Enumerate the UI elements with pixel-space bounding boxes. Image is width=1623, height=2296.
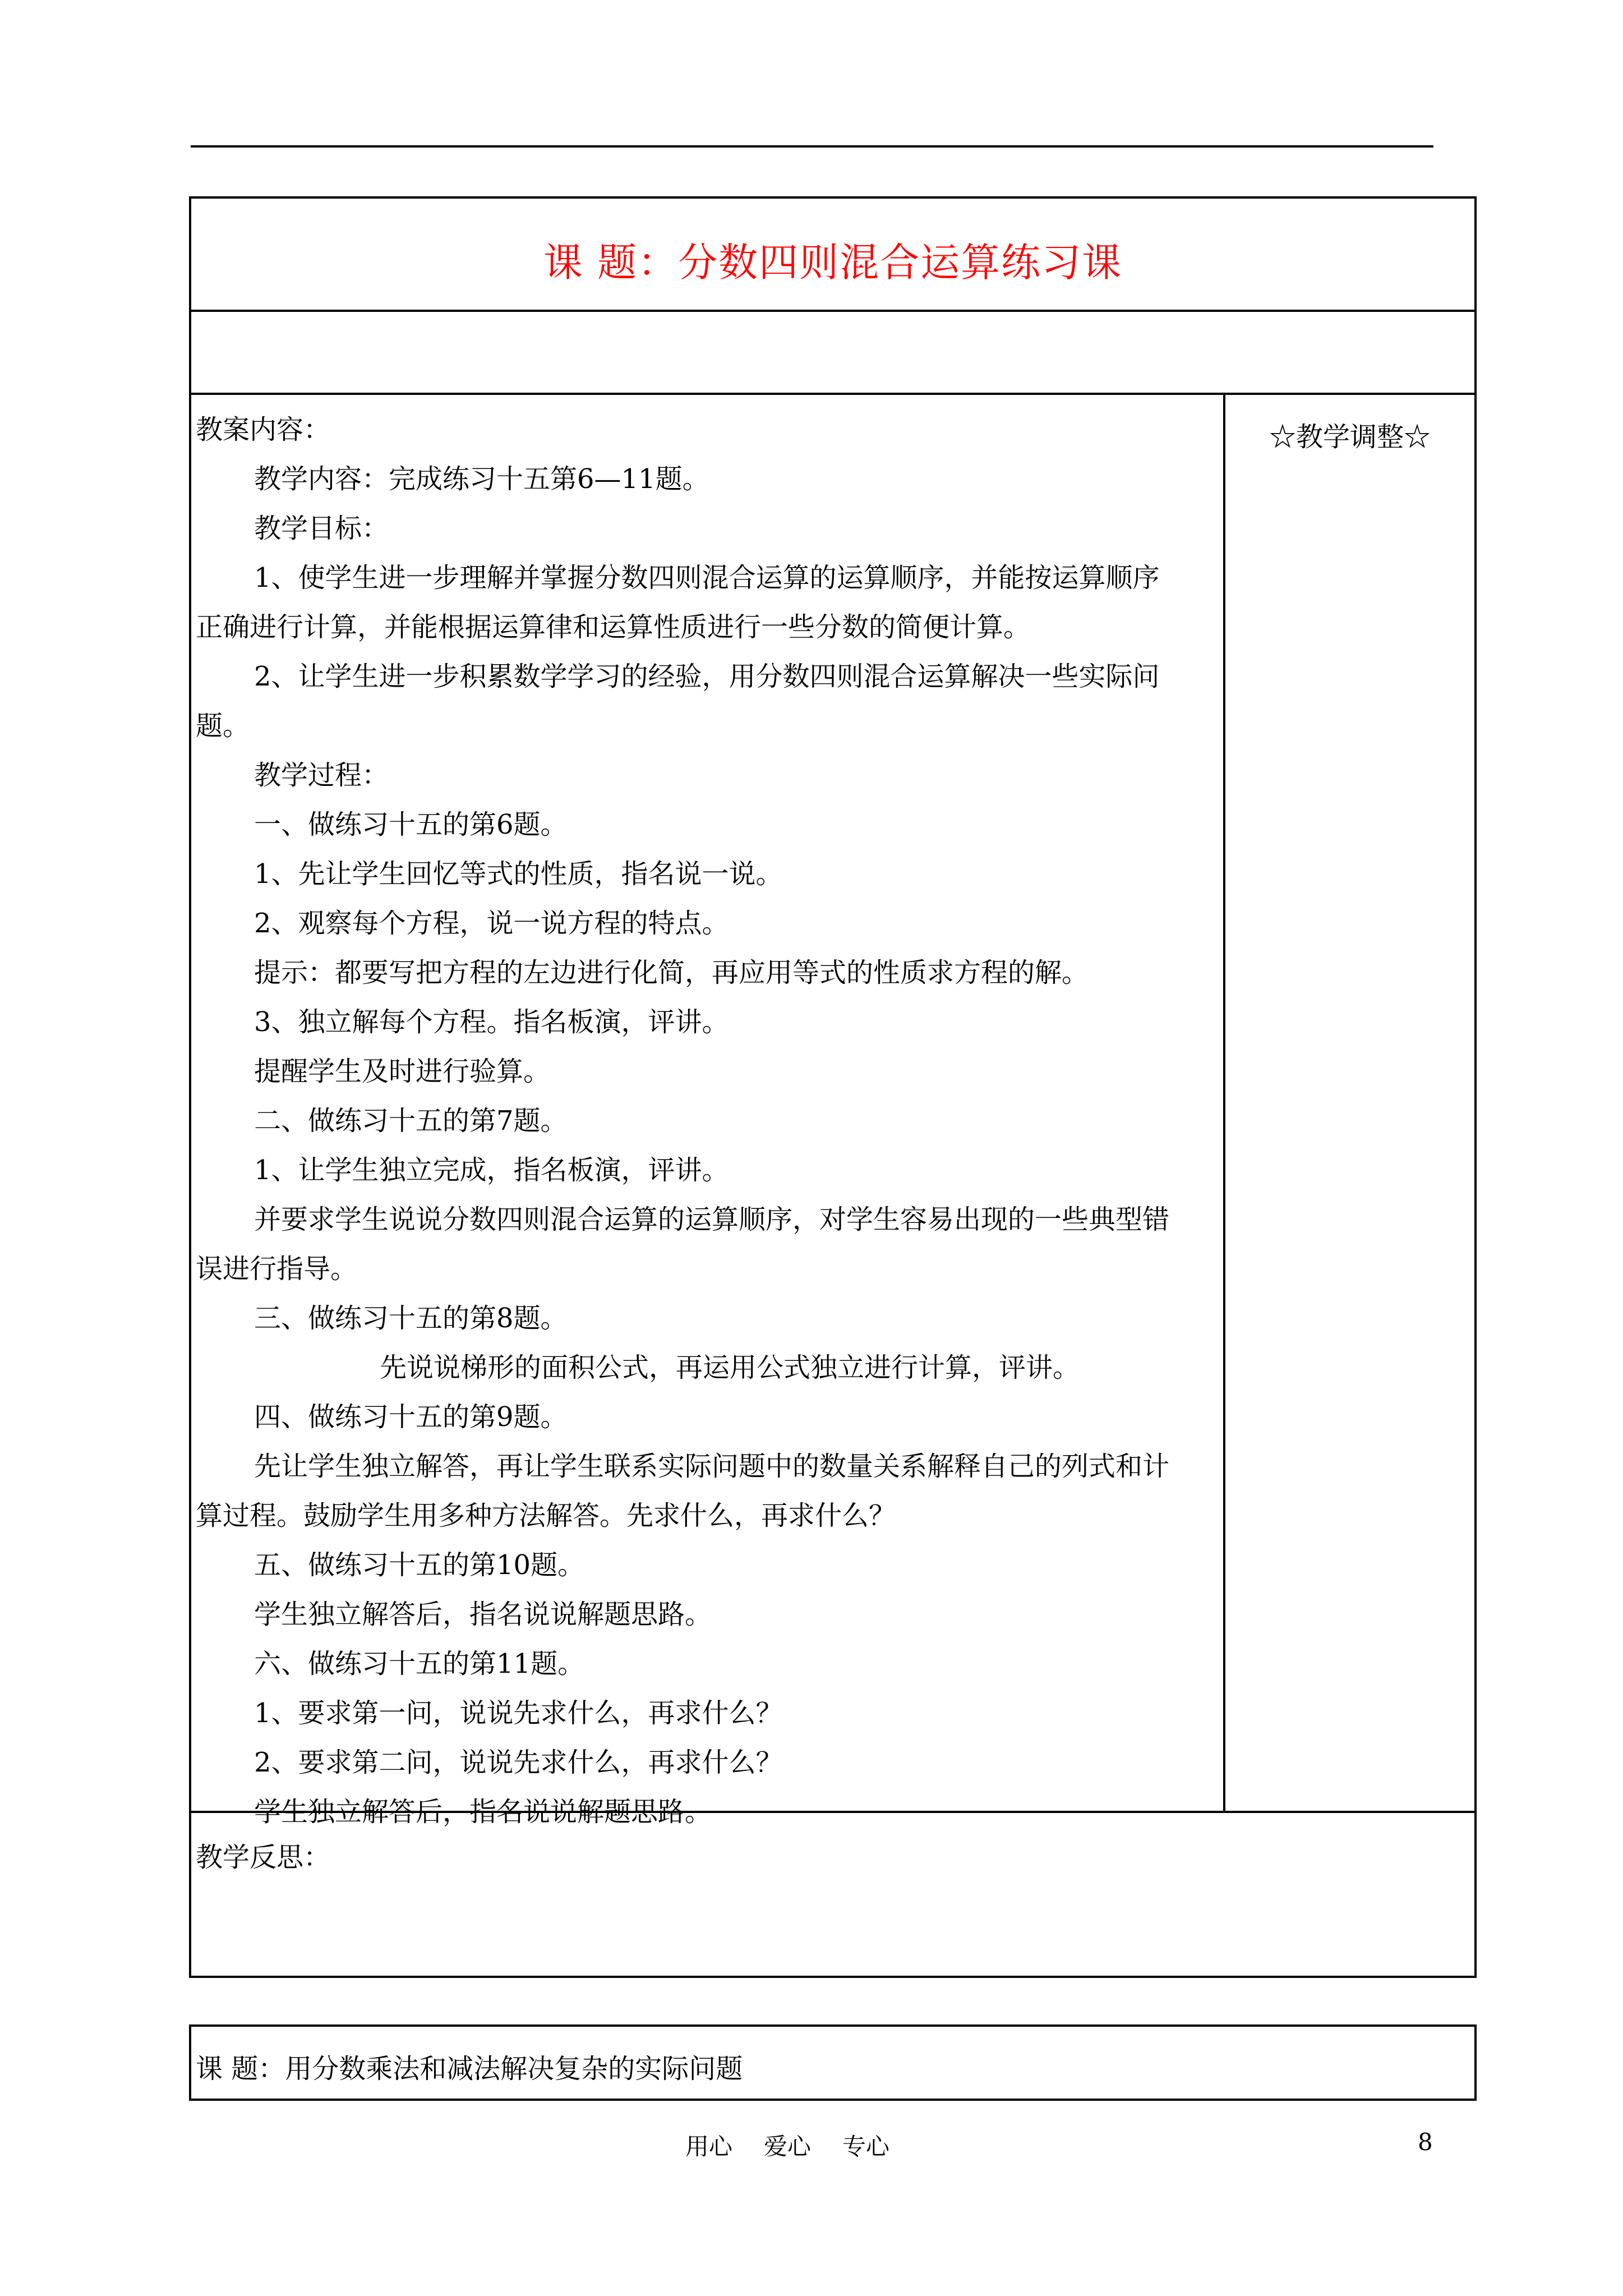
content-line: 1、让学生独立完成，指名板演，评讲。 bbox=[254, 1154, 729, 1186]
content-line: 1、先让学生回忆等式的性质，指名说一说。 bbox=[254, 858, 783, 890]
content-line: 1、要求第一问，说说先求什么，再求什么？ bbox=[254, 1697, 783, 1729]
reflection-cell bbox=[189, 1811, 1477, 1978]
content-line: 四、做练习十五的第9题。 bbox=[254, 1401, 568, 1433]
header-rule bbox=[191, 145, 1433, 148]
adjustment-cell bbox=[1223, 393, 1477, 1813]
lesson-title: 课 题：分数四则混合运算练习课 bbox=[543, 240, 1123, 286]
footer-word: 用心 bbox=[685, 2133, 733, 2160]
footer-motto bbox=[685, 2128, 921, 2162]
content-line: 提示：都要写把方程的左边进行化简，再应用等式的性质求方程的解。 bbox=[254, 957, 1089, 988]
lesson-content-cell bbox=[189, 393, 1225, 1828]
content-line: 学生独立解答后，指名说说解题思路。 bbox=[254, 1599, 712, 1630]
lesson-content bbox=[196, 405, 1222, 1837]
lesson-title-cell bbox=[189, 196, 1477, 312]
content-line: 题。 bbox=[196, 710, 250, 742]
content-line: 1、使学生进一步理解并掌握分数四则混合运算的运算顺序，并能按运算顺序 bbox=[254, 562, 1160, 593]
next-lesson-cell bbox=[189, 2024, 1477, 2101]
content-line: 3、独立解每个方程。指名板演，评讲。 bbox=[254, 1006, 729, 1038]
content-line: 误进行指导。 bbox=[196, 1253, 358, 1285]
footer-word: 爱心 bbox=[764, 2133, 811, 2160]
content-line: 算过程。鼓励学生用多种方法解答。先求什么，再求什么？ bbox=[196, 1500, 896, 1531]
content-line: 2、让学生进一步积累数学学习的经验，用分数四则混合运算解决一些实际问 bbox=[254, 661, 1160, 692]
content-line: 二、做练习十五的第7题。 bbox=[254, 1105, 568, 1137]
content-line: 提醒学生及时进行验算。 bbox=[254, 1056, 551, 1087]
reflection-label: 教学反思： bbox=[196, 1842, 331, 1873]
footer-word: 专心 bbox=[842, 2133, 890, 2160]
content-line: 学生独立解答后，指名说说解题思路。 bbox=[254, 1796, 712, 1828]
content-line: 一、做练习十五的第6题。 bbox=[254, 809, 568, 840]
content-line: 并要求学生说说分数四则混合运算的运算顺序，对学生容易出现的一些典型错 bbox=[254, 1204, 1170, 1235]
content-line: 2、要求第二问，说说先求什么，再求什么？ bbox=[254, 1747, 783, 1778]
content-line: 教学目标： bbox=[254, 513, 389, 544]
page-number: 8 bbox=[1418, 2128, 1433, 2156]
next-lesson-title: 课 题：用分数乘法和减法解决复杂的实际问题 bbox=[196, 2053, 743, 2085]
blank-row bbox=[189, 310, 1477, 395]
adjustment-label: ☆教学调整☆ bbox=[1269, 421, 1431, 453]
content-line: 先说说梯形的面积公式，再运用公式独立进行计算，评讲。 bbox=[380, 1352, 1080, 1383]
content-heading: 教案内容： bbox=[196, 414, 331, 445]
content-line: 先让学生独立解答，再让学生联系实际问题中的数量关系解释自己的列式和计 bbox=[254, 1451, 1170, 1482]
content-line: 正确进行计算，并能根据运算律和运算性质进行一些分数的简便计算。 bbox=[196, 611, 1031, 643]
content-line: 2、观察每个方程，说一说方程的特点。 bbox=[254, 908, 729, 939]
content-line: 五、做练习十五的第10题。 bbox=[254, 1549, 585, 1581]
content-line: 三、做练习十五的第8题。 bbox=[254, 1303, 568, 1334]
content-line: 六、做练习十五的第11题。 bbox=[254, 1648, 585, 1680]
content-line: 教学过程： bbox=[254, 760, 389, 791]
content-line: 教学内容：完成练习十五第6—11题。 bbox=[254, 463, 709, 495]
